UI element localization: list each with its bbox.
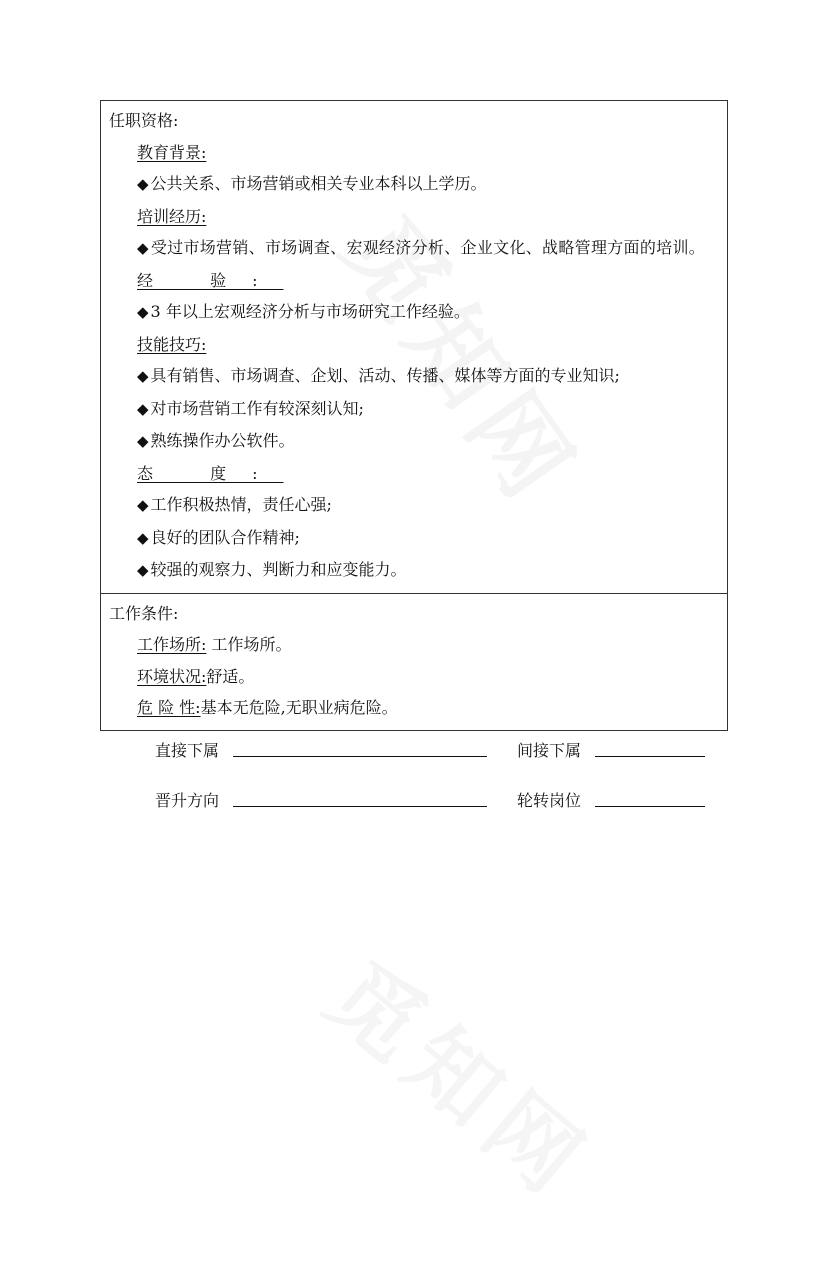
indirect-subordinate-field[interactable] [595, 738, 705, 757]
risk-row: 危 险 性:基本无危险,无职业病危险。 [137, 698, 398, 717]
list-item: ◆ 对市场营销工作有较深刻认知; [137, 398, 364, 418]
qualifications-section [101, 101, 727, 593]
footer-row-1 [155, 738, 715, 764]
list-item: ◆ 公共关系、市场营销或相关专业本科以上学历。 [137, 174, 487, 193]
skills-heading: 技能技巧: [137, 334, 207, 354]
list-item: ◆ 具有销售、市场调查、企划、活动、传播、媒体等方面的专业知识; [137, 366, 620, 385]
training-heading: 培训经历: [137, 206, 207, 226]
list-item: ◆ 良好的团队合作精神; [137, 527, 300, 547]
work-conditions-section [101, 593, 727, 730]
rotation-label: 轮转岗位 [517, 791, 582, 810]
list-item: ◆ 熟练操作办公软件。 [137, 431, 295, 450]
work-conditions-title: 工作条件: [109, 603, 179, 623]
direct-subordinate-field[interactable] [233, 738, 487, 757]
direct-subordinate-label: 直接下属 [155, 741, 220, 760]
environment-row: 环境状况:舒适。 [137, 666, 255, 686]
experience-heading: 经 验: [137, 270, 284, 290]
footer-row-2 [155, 788, 715, 814]
promotion-label: 晋升方向 [155, 791, 220, 810]
job-spec-table [100, 100, 728, 731]
attitude-heading: 态 度: [137, 463, 284, 483]
work-place-row: 工作场所: 工作场所。 [137, 635, 292, 654]
rotation-field[interactable] [595, 788, 705, 807]
education-heading: 教育背景: [137, 142, 207, 162]
list-item: ◆ 较强的观察力、判断力和应变能力。 [137, 560, 407, 579]
indirect-subordinate-label: 间接下属 [517, 741, 582, 760]
watermark-bottom [305, 927, 695, 1283]
list-item: ◆ 受过市场营销、市场调查、宏观经济分析、企业文化、战略管理方面的培训。 [137, 238, 706, 257]
list-item: ◆ 3 年以上宏观经济分析与市场研究工作经验。 [137, 302, 470, 321]
promotion-field[interactable] [233, 788, 487, 807]
list-item: ◆ 工作积极热情，责任心强; [137, 495, 332, 514]
qualifications-title: 任职资格: [109, 111, 179, 130]
